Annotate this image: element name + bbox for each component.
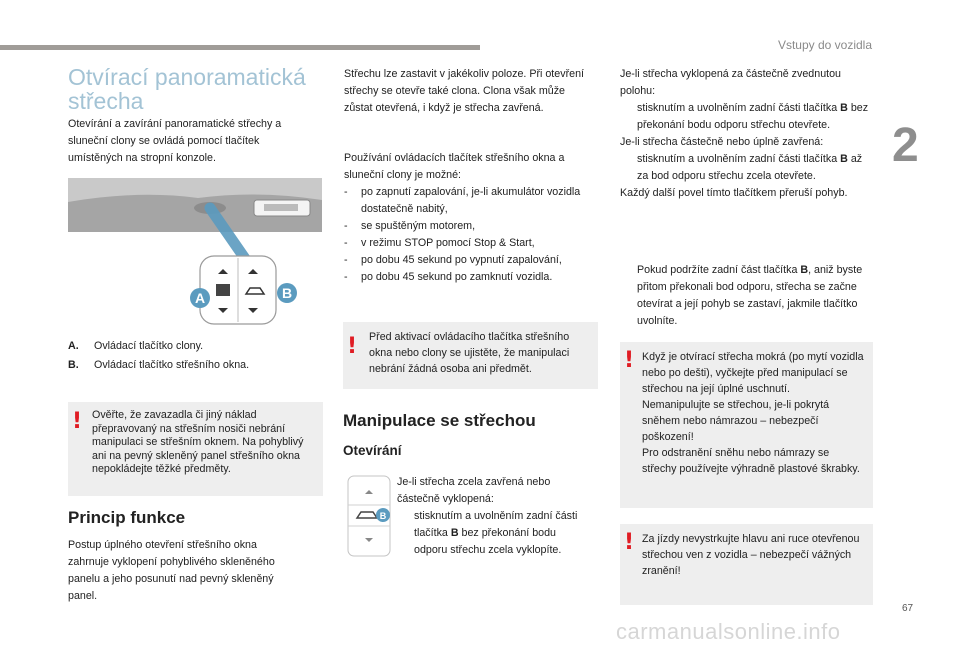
step-text bbox=[637, 100, 872, 134]
legend-key: B. bbox=[68, 359, 79, 371]
step-text-part: až za bod odporu střechu zcela otevřete. bbox=[637, 153, 863, 182]
title-line-2: střecha bbox=[68, 88, 144, 114]
warning-icon: ! bbox=[624, 530, 635, 555]
column3-text bbox=[620, 66, 872, 202]
watermark: carmanualsonline.info bbox=[616, 619, 841, 644]
condition-text: se spuštěným motorem, bbox=[361, 220, 476, 232]
header-rule bbox=[0, 45, 480, 50]
warning-para: Když je otvírací střecha mokrá (po mytí vozidla nebo po dešti), vyčkejte před manipulací se střechou na její úplné uschnutí. bbox=[642, 351, 864, 395]
step-text-part: bez překonání bodu odporu střechu zcela vyklopíte. bbox=[414, 527, 562, 556]
legend-item-b bbox=[68, 359, 249, 371]
button-b-figure bbox=[345, 474, 395, 558]
opening-intro: Je-li střecha zcela zavřená nebo částečně vyklopená: bbox=[397, 476, 551, 505]
step-text bbox=[637, 262, 872, 330]
list-item bbox=[344, 184, 594, 218]
conditions-block bbox=[344, 150, 594, 286]
step-text-part: bez překonání bodu odporu střechu otevřete. bbox=[637, 102, 869, 131]
condition-text: po dobu 45 sekund po zamknutí vozidla. bbox=[361, 271, 553, 283]
step-text-part: stisknutím a uvolněním zadní části tlačítka bbox=[637, 102, 841, 114]
list-item bbox=[344, 252, 594, 269]
list-item bbox=[620, 100, 872, 134]
section-title: Vstupy do vozidla bbox=[777, 38, 872, 52]
principle-text: Postup úplného otevření střešního okna zahrnuje vyklopení pohyblivého skleněného panelu a jeho posunutí nad pevný skleněný panel. bbox=[68, 539, 275, 602]
warning-para: Pro odstranění sněhu nebo námrazy se střechy používejte výhradně plastové škrabky. bbox=[642, 447, 860, 475]
chapter-number: 2 bbox=[892, 119, 919, 172]
legend-text: Ovládací tlačítko střešního okna. bbox=[94, 359, 250, 371]
legend-item-a bbox=[68, 340, 203, 352]
dash-marker: - bbox=[344, 237, 348, 249]
warning-box-head-out bbox=[620, 524, 873, 605]
warning-text bbox=[642, 349, 864, 477]
list-item bbox=[344, 218, 594, 235]
roof-console-figure bbox=[68, 178, 322, 325]
label-a: A bbox=[194, 290, 206, 306]
bullet-marker bbox=[620, 151, 637, 185]
warning-box-obstruction bbox=[343, 322, 598, 389]
warning-icon: ! bbox=[347, 334, 358, 359]
warning-text: Za jízdy nevystrkujte hlavu ani ruce otevřenou střechou ven z vozidla – nebezpečí vážných zranění! bbox=[642, 533, 860, 577]
heading-principle: Princip funkce bbox=[68, 508, 186, 527]
dash-marker: - bbox=[344, 271, 348, 283]
list-item bbox=[344, 235, 594, 252]
warning-box-wet-roof bbox=[620, 342, 873, 508]
button-ref: B bbox=[840, 153, 848, 165]
bullet-marker bbox=[620, 262, 637, 330]
intro-text: Otevírání a zavírání panoramatické střechy a sluneční clony se ovládá pomocí tlačítek umístěných na stropní konzole. bbox=[68, 118, 282, 164]
dash-marker: - bbox=[344, 220, 348, 232]
button-ref: B bbox=[450, 527, 459, 539]
warning-text: Před aktivací ovládacího tlačítka střešního okna nebo clony se ujistěte, že manipulaci nebrání žádná osoba ani předmět. bbox=[369, 331, 570, 375]
stop-text: Střechu lze zastavit v jakékoliv poloze. Při otevření střechy se otevře také clona. Clona však může zůstat otevřená, i když je střecha zavřená. bbox=[344, 68, 584, 114]
warning-icon: ! bbox=[624, 348, 635, 373]
step-text-part: stisknutím a uvolněním zadní části tlačítka bbox=[414, 510, 578, 539]
list-item bbox=[620, 262, 872, 330]
warning-box-cargo bbox=[68, 402, 323, 496]
warning-para: Nemanipulujte se střechou, je-li pokrytá sněhem nebo námrazou – nebezpečí poškození! bbox=[642, 399, 830, 443]
dash-marker: - bbox=[344, 186, 348, 198]
legend-text: Ovládací tlačítko clony. bbox=[94, 340, 204, 352]
title-line-1: Otvírací panoramatická bbox=[68, 64, 306, 90]
condition-text: po zapnutí zapalování, je-li akumulátor vozidla dostatečně nabitý, bbox=[361, 186, 581, 215]
condition-text: v režimu STOP pomocí Stop & Start, bbox=[361, 237, 535, 249]
hold-text bbox=[620, 262, 872, 330]
list-item bbox=[620, 151, 872, 185]
warning-icon: ! bbox=[72, 409, 83, 434]
conditions-intro: Používání ovládacích tlačítek střešního okna a sluneční clony je možné: bbox=[344, 152, 565, 181]
heading-manipulation: Manipulace se střechou bbox=[343, 411, 536, 430]
label-b: B bbox=[281, 285, 293, 301]
step-text bbox=[414, 508, 587, 559]
condition-text: po dobu 45 sekund po vypnutí zapalování, bbox=[361, 254, 562, 266]
list-item bbox=[344, 269, 594, 286]
button-b-label: B bbox=[379, 511, 387, 521]
step-text-part: stisknutím a uvolněním zadní části tlačítka bbox=[637, 153, 841, 165]
bullet-marker bbox=[620, 100, 637, 134]
interrupt-text: Každý další povel tímto tlačítkem přeruší pohyb. bbox=[620, 187, 848, 199]
bullet-marker bbox=[397, 508, 414, 559]
list-item bbox=[397, 508, 587, 559]
step-text-part: Pokud podržíte zadní část tlačítka bbox=[637, 264, 801, 276]
legend-key: A. bbox=[68, 340, 79, 352]
warning-text: Ověřte, že zavazadla či jiný náklad přepravovaný na střešním nosiči nebrání manipulaci se střešním oknem. Na pohyblivý ani na pevný skleněný panel střešního okna nepokládejte těžké předměty. bbox=[92, 409, 304, 476]
page-title bbox=[68, 65, 306, 113]
dash-marker: - bbox=[344, 254, 348, 266]
button-ref: B bbox=[840, 102, 848, 114]
closed-intro: Je-li střecha částečně nebo úplně zavřená: bbox=[620, 136, 824, 148]
subheading-opening: Otevírání bbox=[343, 443, 402, 458]
tilted-intro: Je-li střecha vyklopená za částečně zvednutou polohu: bbox=[620, 68, 841, 97]
step-text-part: , aniž byste přitom překonali bod odporu, střecha se začne otevírat a její pohyb se zastaví, jakmile tlačítko uvolníte. bbox=[637, 264, 863, 327]
opening-text bbox=[397, 474, 587, 559]
page-number: 67 bbox=[902, 603, 914, 614]
button-ref: B bbox=[800, 264, 809, 276]
step-text bbox=[637, 151, 872, 185]
